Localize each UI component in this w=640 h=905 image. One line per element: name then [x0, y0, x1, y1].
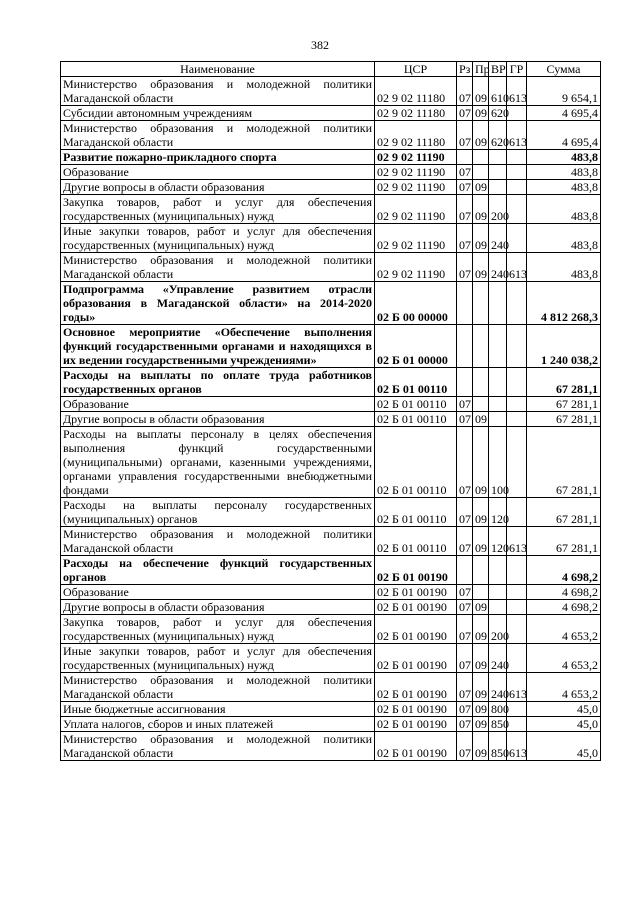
cell-name: Субсидии автономным учреждениям: [61, 106, 375, 121]
cell-gr: [507, 427, 527, 498]
cell-name: Другие вопросы в области образования: [61, 412, 375, 427]
cell-csr: 02 9 02 11180: [375, 106, 457, 121]
cell-gr: [507, 412, 527, 427]
cell-gr: [507, 600, 527, 615]
cell-name: Другие вопросы в области образования: [61, 600, 375, 615]
table-body: [61, 77, 601, 761]
cell-csr: 02 Б 01 00110: [375, 498, 457, 527]
cell-gr: [507, 556, 527, 585]
cell-gr: [507, 368, 527, 397]
cell-rz: 07: [457, 732, 473, 761]
cell-name: Министерство образования и молодежной политики Магаданской области: [61, 253, 375, 282]
cell-sum: 67 281,1: [527, 397, 601, 412]
cell-pr: 09: [473, 644, 489, 673]
table-row: [61, 282, 601, 325]
cell-vr: [489, 585, 507, 600]
cell-pr: 09: [473, 702, 489, 717]
cell-pr: 09: [473, 498, 489, 527]
cell-gr: [507, 702, 527, 717]
cell-name: Министерство образования и молодежной политики Магаданской области: [61, 77, 375, 106]
table-row: [61, 498, 601, 527]
table-row: [61, 717, 601, 732]
cell-pr: [473, 556, 489, 585]
cell-gr: 613: [507, 732, 527, 761]
cell-sum: 4 698,2: [527, 556, 601, 585]
table-row: [61, 195, 601, 224]
cell-name: Расходы на выплаты по оплате труда работников государственных органов: [61, 368, 375, 397]
cell-gr: 613: [507, 673, 527, 702]
cell-rz: 07: [457, 427, 473, 498]
cell-vr: [489, 165, 507, 180]
cell-pr: [473, 165, 489, 180]
cell-vr: 100: [489, 427, 507, 498]
cell-sum: 4 698,2: [527, 585, 601, 600]
cell-sum: 4 653,2: [527, 673, 601, 702]
cell-rz: 07: [457, 397, 473, 412]
cell-rz: 07: [457, 702, 473, 717]
cell-csr: 02 Б 01 00190: [375, 717, 457, 732]
cell-name: Подпрограмма «Управление развитием отрасли образования в Магаданской области» на 2014-2020 годы»: [61, 282, 375, 325]
cell-sum: 67 281,1: [527, 368, 601, 397]
cell-csr: 02 Б 01 00190: [375, 600, 457, 615]
cell-vr: [489, 180, 507, 195]
cell-vr: 610: [489, 77, 507, 106]
cell-csr: 02 Б 01 00110: [375, 368, 457, 397]
header-gr: ГР: [507, 62, 527, 77]
cell-vr: 620: [489, 121, 507, 150]
cell-csr: 02 9 02 11190: [375, 165, 457, 180]
cell-pr: [473, 325, 489, 368]
cell-vr: 240: [489, 224, 507, 253]
cell-rz: [457, 282, 473, 325]
cell-vr: [489, 282, 507, 325]
cell-rz: 07: [457, 615, 473, 644]
table-row: [61, 702, 601, 717]
cell-pr: 09: [473, 427, 489, 498]
cell-rz: 07: [457, 195, 473, 224]
cell-sum: 483,8: [527, 180, 601, 195]
cell-rz: 07: [457, 165, 473, 180]
cell-gr: 613: [507, 527, 527, 556]
cell-vr: [489, 600, 507, 615]
table-row: [61, 253, 601, 282]
cell-pr: 09: [473, 732, 489, 761]
cell-rz: 07: [457, 121, 473, 150]
cell-rz: 07: [457, 644, 473, 673]
cell-name: Развитие пожарно-прикладного спорта: [61, 150, 375, 165]
cell-rz: 07: [457, 77, 473, 106]
cell-rz: 07: [457, 224, 473, 253]
table-row: [61, 77, 601, 106]
cell-name: Расходы на выплаты персоналу в целях обеспечения выполнения функций государственными (муниципальными) органами, казенными учреждениями, органами управления государственными внебюджетными фондами: [61, 427, 375, 498]
cell-csr: 02 Б 01 00190: [375, 585, 457, 600]
cell-csr: 02 9 02 11190: [375, 224, 457, 253]
cell-gr: [507, 585, 527, 600]
cell-rz: [457, 150, 473, 165]
cell-csr: 02 9 02 11190: [375, 253, 457, 282]
table-row: [61, 427, 601, 498]
cell-csr: 02 Б 01 00190: [375, 732, 457, 761]
cell-sum: 9 654,1: [527, 77, 601, 106]
header-vr: ВР: [489, 62, 507, 77]
cell-name: Закупка товаров, работ и услуг для обеспечения государственных (муниципальных) нужд: [61, 615, 375, 644]
cell-vr: 240: [489, 644, 507, 673]
cell-rz: 07: [457, 412, 473, 427]
table-row: [61, 585, 601, 600]
cell-sum: 4 653,2: [527, 615, 601, 644]
cell-name: Уплата налогов, сборов и иных платежей: [61, 717, 375, 732]
table-row: [61, 397, 601, 412]
cell-csr: 02 Б 01 00110: [375, 427, 457, 498]
cell-pr: 09: [473, 673, 489, 702]
cell-rz: [457, 368, 473, 397]
cell-gr: [507, 106, 527, 121]
cell-vr: 620: [489, 106, 507, 121]
cell-gr: [507, 224, 527, 253]
cell-csr: 02 Б 01 00190: [375, 556, 457, 585]
table-row: [61, 673, 601, 702]
table-row: [61, 224, 601, 253]
cell-gr: [507, 325, 527, 368]
header-csr: ЦСР: [375, 62, 457, 77]
cell-pr: 09: [473, 600, 489, 615]
cell-csr: 02 Б 01 00190: [375, 615, 457, 644]
cell-gr: 613: [507, 253, 527, 282]
cell-pr: 09: [473, 180, 489, 195]
cell-gr: [507, 282, 527, 325]
cell-name: Образование: [61, 165, 375, 180]
cell-sum: 67 281,1: [527, 412, 601, 427]
cell-gr: 613: [507, 121, 527, 150]
cell-name: Министерство образования и молодежной политики Магаданской области: [61, 673, 375, 702]
cell-name: Иные бюджетные ассигнования: [61, 702, 375, 717]
cell-rz: 07: [457, 600, 473, 615]
cell-rz: 07: [457, 253, 473, 282]
cell-csr: 02 Б 01 00000: [375, 325, 457, 368]
table-row: [61, 556, 601, 585]
cell-sum: 483,8: [527, 150, 601, 165]
cell-csr: 02 9 02 11180: [375, 77, 457, 106]
cell-rz: 07: [457, 717, 473, 732]
cell-sum: 45,0: [527, 732, 601, 761]
cell-rz: 07: [457, 498, 473, 527]
cell-csr: 02 Б 01 00190: [375, 673, 457, 702]
cell-gr: 613: [507, 77, 527, 106]
table-row: [61, 615, 601, 644]
header-rz: Рз: [457, 62, 473, 77]
cell-pr: 09: [473, 224, 489, 253]
cell-sum: 1 240 038,2: [527, 325, 601, 368]
cell-sum: 4 812 268,3: [527, 282, 601, 325]
cell-sum: 483,8: [527, 253, 601, 282]
cell-vr: 850: [489, 732, 507, 761]
cell-name: Расходы на выплаты персоналу государственных (муниципальных) органов: [61, 498, 375, 527]
cell-rz: 07: [457, 106, 473, 121]
cell-name: Образование: [61, 397, 375, 412]
table-row: [61, 150, 601, 165]
cell-sum: 67 281,1: [527, 527, 601, 556]
cell-name: Другие вопросы в области образования: [61, 180, 375, 195]
cell-vr: 240: [489, 673, 507, 702]
cell-gr: [507, 150, 527, 165]
cell-vr: [489, 368, 507, 397]
cell-vr: [489, 150, 507, 165]
cell-vr: 850: [489, 717, 507, 732]
table-row: [61, 325, 601, 368]
cell-vr: [489, 397, 507, 412]
table-row: [61, 600, 601, 615]
cell-pr: 09: [473, 106, 489, 121]
cell-pr: [473, 282, 489, 325]
cell-name: Основное мероприятие «Обеспечение выполнения функций государственными органами и находящихся в их ведении государственными учреждениями»: [61, 325, 375, 368]
cell-pr: 09: [473, 615, 489, 644]
cell-vr: 200: [489, 195, 507, 224]
cell-gr: [507, 644, 527, 673]
table-row: [61, 165, 601, 180]
cell-csr: 02 9 02 11190: [375, 195, 457, 224]
cell-sum: 4 653,2: [527, 644, 601, 673]
budget-table: [60, 61, 601, 761]
cell-rz: 07: [457, 673, 473, 702]
table-header-row: [61, 62, 601, 77]
cell-vr: [489, 412, 507, 427]
table-row: [61, 732, 601, 761]
cell-pr: 09: [473, 717, 489, 732]
header-name: Наименование: [61, 62, 375, 77]
cell-rz: 07: [457, 585, 473, 600]
cell-csr: 02 Б 00 00000: [375, 282, 457, 325]
cell-name: Иные закупки товаров, работ и услуг для обеспечения государственных (муниципальных) нужд: [61, 644, 375, 673]
cell-pr: [473, 150, 489, 165]
cell-sum: 4 698,2: [527, 600, 601, 615]
table-row: [61, 121, 601, 150]
cell-sum: 67 281,1: [527, 427, 601, 498]
table-row: [61, 106, 601, 121]
cell-vr: 120: [489, 498, 507, 527]
cell-sum: 483,8: [527, 165, 601, 180]
cell-sum: 45,0: [527, 702, 601, 717]
cell-gr: [507, 180, 527, 195]
cell-gr: [507, 195, 527, 224]
cell-name: Министерство образования и молодежной политики Магаданской области: [61, 121, 375, 150]
cell-gr: [507, 717, 527, 732]
cell-name: Министерство образования и молодежной политики Магаданской области: [61, 732, 375, 761]
cell-pr: 09: [473, 121, 489, 150]
cell-csr: 02 Б 01 00190: [375, 644, 457, 673]
page-number: 382: [311, 38, 329, 52]
cell-sum: 45,0: [527, 717, 601, 732]
cell-pr: 09: [473, 527, 489, 556]
cell-pr: 09: [473, 77, 489, 106]
cell-vr: [489, 556, 507, 585]
cell-sum: 4 695,4: [527, 106, 601, 121]
cell-name: Закупка товаров, работ и услуг для обеспечения государственных (муниципальных) нужд: [61, 195, 375, 224]
table-row: [61, 644, 601, 673]
cell-gr: [507, 165, 527, 180]
cell-pr: 09: [473, 195, 489, 224]
cell-gr: [507, 397, 527, 412]
cell-name: Министерство образования и молодежной политики Магаданской области: [61, 527, 375, 556]
table-row: [61, 368, 601, 397]
cell-csr: 02 9 02 11190: [375, 150, 457, 165]
cell-name: Расходы на обеспечение функций государственных органов: [61, 556, 375, 585]
cell-gr: [507, 615, 527, 644]
cell-csr: 02 9 02 11180: [375, 121, 457, 150]
cell-sum: 483,8: [527, 195, 601, 224]
cell-rz: [457, 325, 473, 368]
cell-pr: [473, 368, 489, 397]
cell-vr: [489, 325, 507, 368]
cell-pr: [473, 585, 489, 600]
table-row: [61, 527, 601, 556]
cell-name: Образование: [61, 585, 375, 600]
cell-rz: [457, 556, 473, 585]
cell-sum: 67 281,1: [527, 498, 601, 527]
cell-vr: 120: [489, 527, 507, 556]
cell-csr: 02 9 02 11190: [375, 180, 457, 195]
cell-pr: 09: [473, 253, 489, 282]
cell-pr: 09: [473, 412, 489, 427]
table-row: [61, 412, 601, 427]
cell-csr: 02 Б 01 00110: [375, 397, 457, 412]
cell-gr: [507, 498, 527, 527]
header-pr: Пр: [473, 62, 489, 77]
cell-vr: 800: [489, 702, 507, 717]
table-row: [61, 180, 601, 195]
cell-rz: 07: [457, 527, 473, 556]
cell-csr: 02 Б 01 00190: [375, 702, 457, 717]
cell-pr: [473, 397, 489, 412]
cell-vr: 200: [489, 615, 507, 644]
cell-csr: 02 Б 01 00110: [375, 412, 457, 427]
cell-rz: 07: [457, 180, 473, 195]
cell-sum: 483,8: [527, 224, 601, 253]
header-sum: Сумма: [527, 62, 601, 77]
cell-sum: 4 695,4: [527, 121, 601, 150]
cell-name: Иные закупки товаров, работ и услуг для обеспечения государственных (муниципальных) нужд: [61, 224, 375, 253]
cell-vr: 240: [489, 253, 507, 282]
cell-csr: 02 Б 01 00110: [375, 527, 457, 556]
